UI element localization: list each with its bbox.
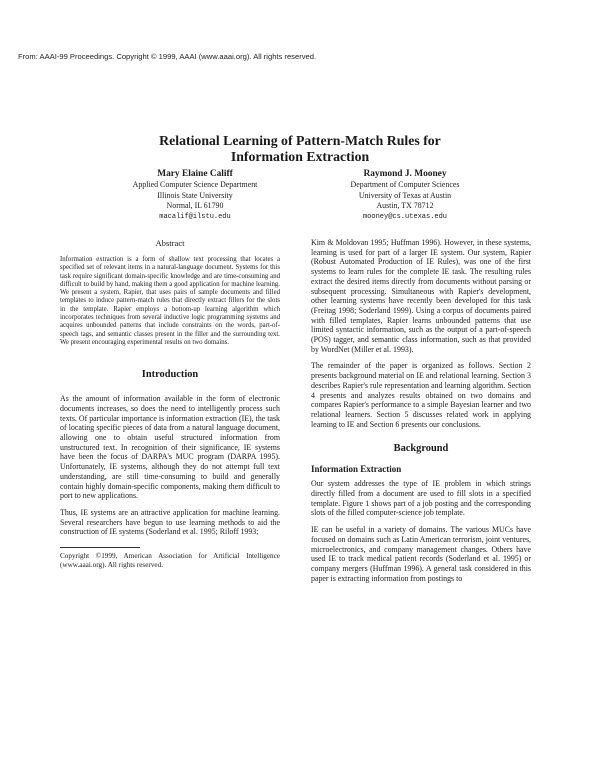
right-paragraph-1: Kim & Moldovan 1995; Huffman 1996). However, in these systems, learning is used for part of a larger IE system. Our system, Rapier (Robust Automated Production of IE Rules), was one of the first systems to learn rules for the complete IE task. The resulting rules extract the desired items directly from documents without parsing or subsequent processing. Simultaneous with Rapier's development, other learning systems have recently been developed for this task (Freitag 1998; Soderland 1999). Using a corpus of documents paired with filled templates, Rapier learns unbounded patterns that use limited syntactic information, such as the output of a part-of-speech (POS) tagger, and semantic class information, such as that provided by WordNet (Miller et al. 1993). bbox=[311, 238, 531, 354]
right-paragraph-2: The remainder of the paper is organized as follows. Section 2 presents background material on IE and relational learning. Section 3 describes Rapier's rule representation and learning algorithm. Section 4 presents and analyzes results obtained on two domains and compares Rapier's performance to a simple Bayesian learner and two relational learners. Section 5 discusses related work in applying learning to IE and Section 6 presents our conclusions. bbox=[311, 361, 531, 429]
right-column bbox=[311, 238, 531, 590]
abstract-heading: Abstract bbox=[155, 238, 185, 248]
copyright-notice: Copyright ©1999, American Association for Artificial Intelligence (www.aaai.org). All rights reserved. bbox=[60, 552, 280, 569]
abstract-text: Information extraction is a form of shallow text processing that locates a specified set of relevant items in a natural-language document. Systems for this task require significant domain-specific knowledge and are time-consuming and difficult to build by hand, making them a good application for machine learning. We present a system, Rapier, that uses pairs of sample documents and filled templates to induce pattern-match rules that directly extract fillers for the slots in the template. Rapier employs a bottom-up learning algorithm which incorporates techniques from several inductive logic programming systems and acquires unbounded patterns that include constraints on the words, part-of-speech tags, and semantic classes present in the filler and the surrounding text. We present encouraging experimental results on two domains. bbox=[60, 256, 280, 346]
author-name: Raymond J. Mooney bbox=[363, 169, 447, 179]
footnote-rule bbox=[60, 547, 140, 548]
right-paragraph-3: Our system addresses the type of IE problem in which strings directly filled from a document are used to fill slots in a specified template. Figure 1 shows part of a job posting and the corresponding slots of the filled computer-science job template. bbox=[311, 479, 531, 518]
source-line: From: AAAI-99 Proceedings. Copyright © 1999, AAAI (www.aaai.org). All rights reserved. bbox=[18, 52, 317, 61]
author-block-2 bbox=[310, 168, 500, 222]
title-line-2: Information Extraction bbox=[230, 149, 370, 164]
author-affiliation: Applied Computer Science Department bbox=[132, 180, 258, 189]
author-name: Mary Elaine Califf bbox=[157, 169, 233, 179]
author-block-1 bbox=[100, 168, 290, 222]
information-extraction-heading: Information Extraction bbox=[311, 464, 402, 475]
intro-paragraph-1: As the amount of information available in the form of electronic documents increases, so does the need to intelligently process such texts. Of particular importance is information extraction (IE), the task of locating specific pieces of data from a natural language document, allowing one to obtain useful structured information from unstructured text. In recognition of their significance, IE systems have been the focus of DARPA's MUC program (DARPA 1995). Unfortunately, IE systems, although they do not attempt full text understanding, are still time-consuming to build and generally contain highly domain-specific components, making them difficult to port to new applications. bbox=[60, 394, 280, 501]
author-affiliation: Department of Computer Sciences bbox=[350, 180, 460, 189]
background-heading: Background bbox=[393, 443, 449, 455]
paper-title bbox=[0, 133, 600, 165]
author-email: macalif@ilstu.edu bbox=[159, 212, 231, 221]
author-address: Normal, IL 61790 bbox=[166, 201, 224, 210]
intro-paragraph-2: Thus, IE systems are an attractive application for machine learning. Several researchers have begun to use learning methods to aid the construction of IE systems (Soderland et al. 1995; Riloff 1993; bbox=[60, 508, 280, 537]
author-institution: Illinois State University bbox=[157, 190, 233, 200]
author-email: mooney@cs.utexas.edu bbox=[362, 212, 447, 221]
author-institution: University of Texas at Austin bbox=[358, 190, 452, 200]
title-line-1: Relational Learning of Pattern-Match Rules for bbox=[159, 133, 441, 148]
author-address: Austin, TX 78712 bbox=[376, 201, 434, 210]
introduction-heading: Introduction bbox=[141, 369, 199, 381]
left-column bbox=[60, 238, 280, 570]
right-paragraph-4: IE can be useful in a variety of domains. The various MUCs have focused on domains such as Latin American terrorism, joint ventures, microelectronics, and company management changes. Others have used IE to track medical patient records (Soderland et al. 1995) or company mergers (Huffman 1996). A general task considered in this paper is extracting information from postings to bbox=[311, 525, 531, 583]
